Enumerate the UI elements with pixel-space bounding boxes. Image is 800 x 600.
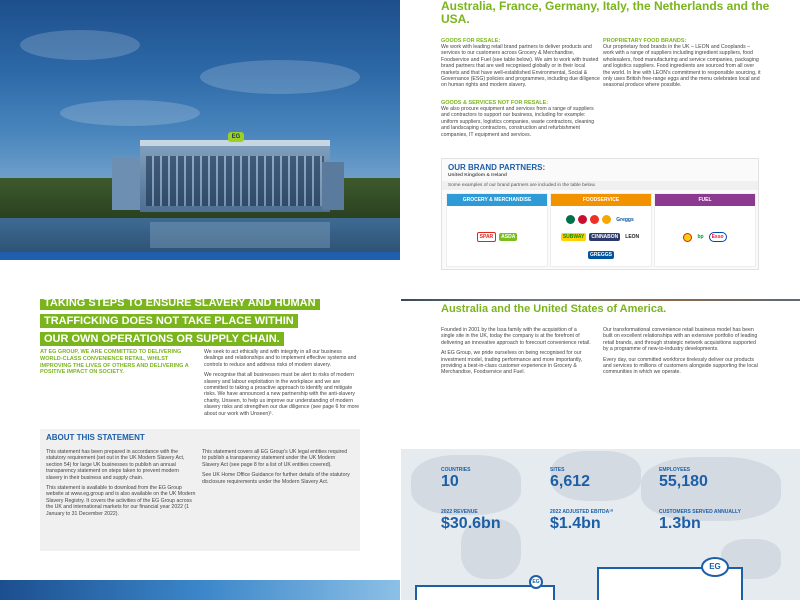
- paragraph: This statement covers all EG Group's UK legal entities required to publish a transparency statement under the UK Modern Slavery Act (see page 8 for a list of UK entities covered).: [202, 449, 348, 468]
- proprietary-brands-section: [603, 38, 761, 89]
- cloud: [60, 100, 200, 126]
- stat-value: $30.6bn: [441, 515, 501, 532]
- section-label: GOODS & SERVICES NOT FOR RESALE:: [441, 100, 549, 106]
- starbucks-logo-icon: [566, 215, 575, 224]
- section-label: GOODS FOR RESALE:: [441, 38, 501, 44]
- brand-partners-box: [441, 158, 759, 270]
- next-page-photo-strip: [0, 580, 400, 600]
- stat-countries: [441, 467, 470, 491]
- pizza-hut-logo-icon: [590, 215, 599, 224]
- shell-logo-icon: [683, 233, 692, 242]
- bp-logo: bp: [697, 234, 704, 240]
- suppliers-page: [401, 0, 800, 298]
- stat-customers: [659, 509, 741, 533]
- page-title: Australia, France, Germany, Italy, the Netherlands and the USA.: [441, 0, 770, 26]
- statement-body: [204, 349, 360, 417]
- paragraph: At EG Group, we pride ourselves on being recognised for our investment model, trading performance and more importantly, providing a best-in-class customer experience in Grocery & Merchandise, Foodservice and Fuel.: [441, 350, 583, 376]
- building-wing: [322, 162, 344, 210]
- blue-band: [0, 252, 400, 260]
- stat-value: 55,180: [659, 473, 708, 490]
- spar-logo: SPAR: [477, 232, 497, 242]
- stat-label: COUNTRIES: [441, 467, 471, 473]
- section-text: We work with leading retail brand partners to deliver products and services to our customers across Grocery & Merchandise, Foodservice and Fuel (see table below). We aim to work with trusted brand partners that are well recognised globally or in their local markets and that have well-established Environmental, Social & Governance (ESG) policies and programmes, including due diligence on human rights and modern slavery.: [441, 44, 600, 89]
- headline-banner: [40, 299, 340, 347]
- overview-left-column: [441, 327, 591, 376]
- photo-strip: [401, 299, 800, 301]
- paragraph: See UK Home Office Guidance for further details of the statutory disclosure requirements under the Modern Slavery Act.: [202, 472, 350, 485]
- stat-employees: [659, 467, 708, 491]
- goods-for-resale-section: [441, 38, 601, 89]
- paragraph: Every day, our committed workforce tirelessly deliver our products and services to millions of customers alongside supporting the local communities in which we operate.: [603, 356, 758, 376]
- section-label: PROPRIETARY FOOD BRANDS:: [603, 38, 687, 44]
- category-fuel: [654, 193, 756, 267]
- partners-subtitle: United Kingdom & Ireland: [448, 173, 507, 178]
- stat-label: SITES: [550, 467, 565, 473]
- stat-value: 10: [441, 473, 459, 490]
- section-text: We also procure equipment and services from a range of suppliers and contractors to support our business, including for example: uniform suppliers, logistics companies, waste contractors, cleaning and landscaping contractors, construction and refurbishment companies, IT equipment and services.: [441, 106, 595, 138]
- paragraph: We seek to act ethically and with integrity in all our business dealings and relationships and to implement effective systems and controls to reduce and address risks of modern slavery.: [204, 349, 357, 368]
- cloud: [200, 60, 360, 94]
- about-statement-box: [40, 429, 360, 551]
- stat-revenue: [441, 509, 501, 533]
- stat-label: EMPLOYEES: [659, 467, 691, 473]
- category-foodservice: [550, 193, 652, 267]
- category-header: FOODSERVICE: [551, 194, 651, 206]
- stat-sites: [550, 467, 590, 491]
- page-footer: [0, 260, 400, 298]
- stat-value: $1.4bn: [550, 515, 601, 532]
- goods-not-for-resale-section: [441, 100, 601, 138]
- banner-line: OUR OWN OPERATIONS OR SUPPLY CHAIN.: [40, 332, 284, 346]
- building-reflection: [150, 222, 330, 248]
- greggs-logo: GREGGS: [590, 251, 612, 258]
- cinnabon-logo: CINNABON: [591, 234, 619, 241]
- paragraph: Founded in 2001 by the Issa family with the acquisition of a single site in the UK, today the company is at the forefront of delivering an innovative approach to forecourt convenience retail.: [441, 327, 591, 346]
- page-title: Australia and the United States of America.: [441, 303, 667, 315]
- subway-logo: SUBWAY: [562, 234, 585, 241]
- burger-king-logo-icon: [602, 215, 611, 224]
- eg-headquarters-building: [140, 140, 330, 212]
- category-grocery: [446, 193, 548, 267]
- commitment-statement: AT EG GROUP, WE ARE COMMITTED TO DELIVERING WORLD-CLASS CONVENIENCE RETAIL, WHILST IMPROVING THE LIVES OF OTHERS AND DELIVERING A POSITIVE IMPACT ON SOCIETY.: [40, 349, 189, 376]
- greggs-logo-text: Greggs: [616, 216, 634, 223]
- about-right-column: [202, 449, 352, 485]
- paragraph: Our transformational convenience retail business model has been built on excellent relationships with an extensive portfolio of leading retail brands, and through strategic network acquisitions supported by a programme of new-to-industry developments.: [603, 327, 758, 353]
- partners-note: Some examples of our brand partners are included in the table below.: [442, 181, 758, 190]
- overview-right-column: [603, 327, 759, 376]
- partners-title: OUR BRAND PARTNERS:: [448, 163, 546, 172]
- cloud: [20, 30, 140, 60]
- paragraph: This statement is available to download from the EG Group website at www.eg.group and is also available on the UK Modern Slavery Registry. It covers the activities of the EG Group across the UK and international markets for our financial year 2022 (1 January to 31 December 2022).: [46, 485, 196, 517]
- eg-logo: EG: [701, 557, 729, 577]
- stat-value: 6,612: [550, 473, 591, 490]
- section-text: Our proprietary food brands in the UK – LEON and Cooplands – work with a range of suppliers including ingredient suppliers, food wholesalers, food manufacturing and service companies, packaging and logistics suppliers. Food ingredients are sourced from all over the world. In line with LEON's commitment to responsible sourcing, it only uses British free-range eggs and the menu celebrates local and seasonal produce where possible.: [603, 44, 761, 89]
- about-left-column: [46, 449, 196, 517]
- leon-logo: LEON: [625, 234, 640, 241]
- category-header: GROCERY & MERCHANDISE: [447, 194, 547, 206]
- stat-label: 2022 ADJUSTED EBITDA¹⁰: [550, 509, 613, 515]
- banner-line: TRAFFICKING DOES NOT TAKE PLACE WITHIN: [40, 314, 298, 328]
- paragraph: This statement has been prepared in accordance with the statutory requirement (set out in the UK Modern Slavery Act, section 54) for large UK businesses to publish an annual transparency statement on steps taken to prevent modern slavery in their business and supply chain.: [46, 449, 185, 481]
- about-title: ABOUT THIS STATEMENT: [46, 433, 145, 442]
- kfc-logo-icon: [578, 215, 587, 224]
- paragraph: We recognise that all businesses must be alert to risks of modern slavery and labour exploitation in the workplace and we are committed to taking a proactive approach to identify and mitigate risks. We have announced a new partnership with the anti-slavery charity, Unseen, to help us improve our understanding of modern slavery risks and strengthen our due diligence (see page 6 for more about our work with Unseen)¹.: [204, 372, 360, 417]
- stat-label: 2022 REVENUE: [441, 509, 478, 515]
- eg-logo: EG: [228, 132, 244, 142]
- esso-logo: Esso: [709, 232, 727, 242]
- stat-value: 1.3bn: [659, 515, 701, 532]
- banner-line: TAKING STEPS TO ENSURE SLAVERY AND HUMAN: [40, 299, 320, 310]
- eg-logo: EG: [529, 575, 543, 589]
- asda-logo: ASDA: [501, 234, 516, 240]
- stat-label: CUSTOMERS SERVED ANNUALLY: [659, 509, 741, 515]
- stat-ebitda: [550, 509, 613, 533]
- category-header: FUEL: [655, 194, 755, 206]
- overview-page: [401, 299, 800, 600]
- building-photo-page: [0, 0, 400, 298]
- statement-page: [0, 299, 400, 600]
